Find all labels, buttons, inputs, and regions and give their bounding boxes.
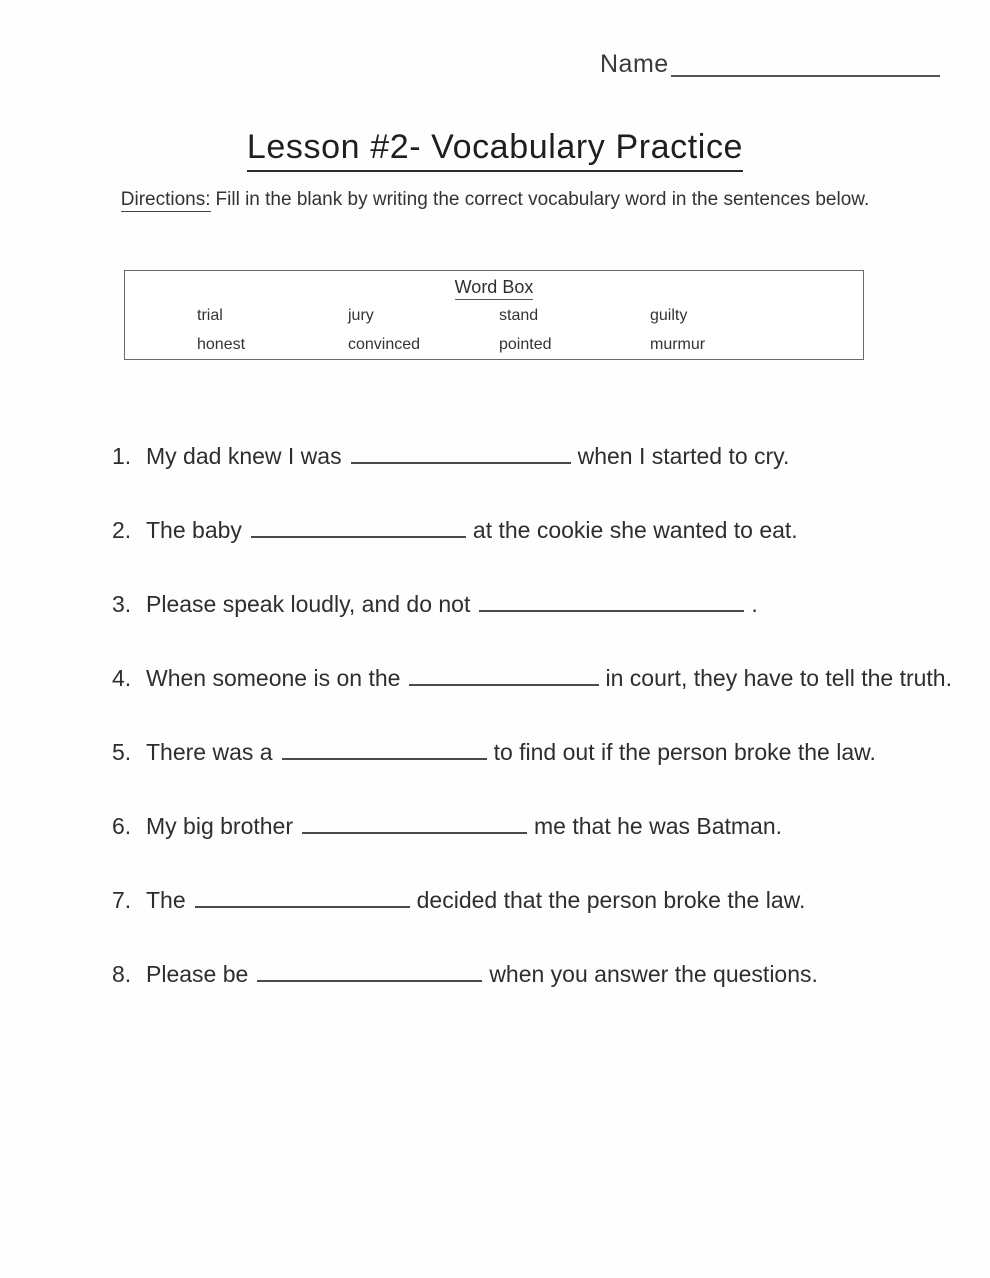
word-box-word: murmur: [650, 335, 706, 353]
question-text-after: when I started to cry.: [577, 443, 790, 469]
answer-blank[interactable]: [479, 593, 744, 612]
answer-blank[interactable]: [351, 445, 571, 464]
word-box-title-wrap: [125, 277, 863, 300]
question-number: 2.: [112, 517, 132, 543]
question-text-before: The: [146, 887, 186, 913]
question-item: [112, 665, 952, 739]
question-number: 6.: [112, 813, 132, 839]
question-item: [112, 443, 952, 517]
question-number: 5.: [112, 739, 132, 765]
question-item: [112, 887, 952, 961]
word-box-word: trial: [197, 306, 223, 324]
page-title-text: Lesson #2- Vocabulary Practice: [247, 128, 743, 172]
word-box-word: stand: [499, 306, 539, 324]
name-field-row: [600, 52, 940, 77]
question-text-after: at the cookie she wanted to eat.: [472, 517, 798, 543]
directions-text: Fill in the blank by writing the correct vocabulary word in the sentences below.: [215, 189, 870, 210]
word-box-title: Word Box: [455, 277, 534, 300]
question-item: [112, 739, 952, 813]
name-write-in-blank[interactable]: [671, 55, 940, 77]
word-box-word: jury: [348, 306, 374, 324]
answer-blank[interactable]: [282, 741, 487, 760]
question-number: 8.: [112, 961, 132, 987]
question-text-after: me that he was Batman.: [534, 813, 783, 839]
question-item: [112, 517, 952, 591]
directions: [0, 189, 990, 211]
question-text-before: My big brother: [146, 813, 294, 839]
question-text-after: in court, they have to tell the truth.: [605, 665, 952, 691]
question-text-before: When someone is on the: [146, 665, 401, 691]
question-item: [112, 961, 952, 1035]
word-box: [124, 270, 864, 360]
question-number: 4.: [112, 665, 132, 691]
question-text-after: .: [751, 591, 758, 617]
question-number: 1.: [112, 443, 132, 469]
question-item: [112, 591, 952, 665]
question-text-before: My dad knew I was: [146, 443, 342, 469]
word-box-word: honest: [197, 335, 246, 353]
question-text-after: decided that the person broke the law.: [416, 887, 806, 913]
question-number: 7.: [112, 887, 132, 913]
directions-label: Directions:: [120, 189, 211, 210]
answer-blank[interactable]: [251, 519, 466, 538]
word-box-row: [125, 307, 863, 325]
question-text-after: when you answer the questions.: [489, 961, 818, 987]
answer-blank[interactable]: [257, 963, 482, 982]
answer-blank[interactable]: [409, 667, 598, 686]
word-box-word: pointed: [499, 335, 552, 353]
page-title: [0, 128, 990, 172]
question-text-after: to find out if the person broke the law.: [493, 739, 876, 765]
question-list: [112, 443, 952, 1035]
word-box-row: [125, 336, 863, 354]
word-box-word: convinced: [348, 335, 421, 353]
question-text-before: Please be: [146, 961, 249, 987]
answer-blank[interactable]: [302, 815, 527, 834]
word-box-word: guilty: [650, 306, 688, 324]
question-number: 3.: [112, 591, 132, 617]
question-item: [112, 813, 952, 887]
question-text-before: Please speak loudly, and do not: [146, 591, 471, 617]
question-text-before: The baby: [146, 517, 242, 543]
answer-blank[interactable]: [195, 889, 410, 908]
name-label: Name: [600, 50, 669, 78]
question-text-before: There was a: [146, 739, 273, 765]
